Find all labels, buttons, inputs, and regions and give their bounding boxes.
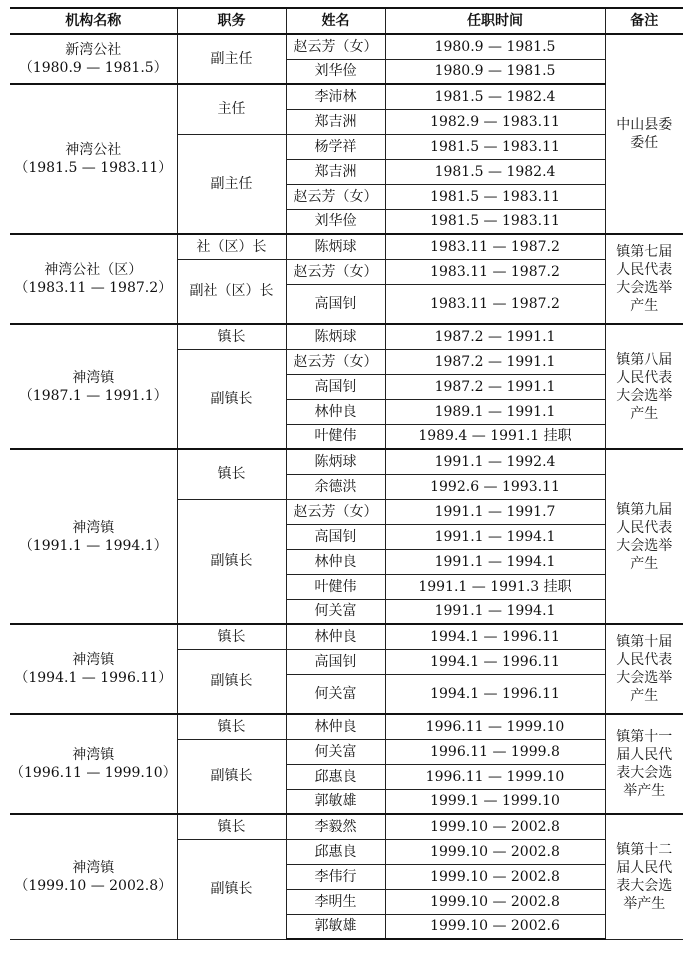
- table-row: [10, 234, 683, 259]
- name-cell: 叶健伟: [286, 424, 385, 449]
- term-cell: 1994.1 — 1996.11: [385, 624, 605, 649]
- name-cell: 陈炳球: [286, 449, 385, 474]
- name-cell: 赵云芳（女）: [286, 34, 385, 59]
- term-cell: 1983.11 — 1987.2: [385, 259, 605, 284]
- remark-cell: 镇第九届人民代表大会选举产生: [605, 449, 683, 624]
- name-cell: 刘华俭: [286, 209, 385, 234]
- term-cell: 1996.11 — 1999.10: [385, 764, 605, 789]
- term-cell: 1999.10 — 2002.8: [385, 889, 605, 914]
- org-cell: [10, 234, 177, 324]
- term-cell: 1989.4 — 1991.1 挂职: [385, 424, 605, 449]
- term-cell: 1983.11 — 1987.2: [385, 284, 605, 324]
- table-row: [10, 624, 683, 649]
- term-cell: 1999.1 — 1999.10: [385, 789, 605, 814]
- position-cell: 副主任: [177, 34, 286, 84]
- name-cell: 邱惠良: [286, 764, 385, 789]
- org-period: （1999.10 — 2002.8）: [14, 877, 173, 894]
- remark-cell: 镇第七届人民代表大会选举产生: [605, 234, 683, 324]
- remark-cell: 镇第十一届人民代表大会选举产生: [605, 714, 683, 814]
- term-cell: 1999.10 — 2002.6: [385, 914, 605, 939]
- term-cell: 1987.2 — 1991.1: [385, 374, 605, 399]
- name-cell: 李毅然: [286, 814, 385, 839]
- position-cell: 镇长: [177, 449, 286, 499]
- table-row: [10, 449, 683, 474]
- position-cell: 副社（区）长: [177, 259, 286, 324]
- term-cell: 1991.1 — 1994.1: [385, 549, 605, 574]
- org-name: 神湾镇: [72, 519, 115, 536]
- header-row: [10, 8, 683, 34]
- name-cell: 林仲良: [286, 624, 385, 649]
- name-cell: 郭敏雄: [286, 914, 385, 939]
- term-cell: 1989.1 — 1991.1: [385, 399, 605, 424]
- name-cell: 李明生: [286, 889, 385, 914]
- name-cell: 林仲良: [286, 399, 385, 424]
- name-cell: 赵云芳（女）: [286, 349, 385, 374]
- org-period: （1996.11 — 1999.10）: [10, 765, 177, 781]
- name-cell: 赵云芳（女）: [286, 259, 385, 284]
- name-cell: 杨学祥: [286, 134, 385, 159]
- position-cell: 主任: [177, 84, 286, 134]
- position-cell: 镇长: [177, 814, 286, 839]
- term-cell: 1981.5 — 1982.4: [385, 84, 605, 109]
- position-cell: 镇长: [177, 324, 286, 349]
- term-cell: 1981.5 — 1983.11: [385, 134, 605, 159]
- org-name: 神湾镇: [72, 652, 115, 668]
- org-name: 新湾公社: [65, 42, 122, 58]
- org-name: 神湾镇: [72, 747, 115, 763]
- table-row: [10, 814, 683, 839]
- name-cell: 何关富: [286, 674, 385, 714]
- position-cell: 副镇长: [177, 349, 286, 449]
- org-cell: [10, 814, 177, 939]
- position-cell: 副镇长: [177, 739, 286, 814]
- remark-cell: 镇第八届人民代表大会选举产生: [605, 324, 683, 449]
- position-cell: 副镇长: [177, 649, 286, 714]
- term-cell: 1981.5 — 1982.4: [385, 159, 605, 184]
- org-period: （1994.1 — 1996.11）: [14, 670, 173, 686]
- header-name: 姓名: [286, 8, 385, 34]
- term-cell: 1994.1 — 1996.11: [385, 674, 605, 714]
- org-period: （1991.1 — 1994.1）: [18, 537, 168, 554]
- org-period: （1987.1 — 1991.1）: [18, 387, 168, 404]
- term-cell: 1987.2 — 1991.1: [385, 349, 605, 374]
- term-cell: 1982.9 — 1983.11: [385, 109, 605, 134]
- position-cell: 镇长: [177, 714, 286, 739]
- org-name: 神湾公社（区）: [44, 262, 143, 278]
- position-cell: 镇长: [177, 624, 286, 649]
- name-cell: 叶健伟: [286, 574, 385, 599]
- name-cell: 赵云芳（女）: [286, 499, 385, 524]
- name-cell: 林仲良: [286, 549, 385, 574]
- remark-cell: 镇第十二届人民代表大会选举产生: [605, 814, 683, 939]
- officials-table-page: [10, 7, 683, 959]
- term-cell: 1980.9 — 1981.5: [385, 34, 605, 59]
- term-cell: 1992.6 — 1993.11: [385, 474, 605, 499]
- position-cell: 副镇长: [177, 839, 286, 939]
- name-cell: 李沛林: [286, 84, 385, 109]
- name-cell: 高国钊: [286, 284, 385, 324]
- header-remark: 备注: [605, 8, 683, 34]
- name-cell: 邱惠良: [286, 839, 385, 864]
- remark-cell: 镇第十届人民代表大会选举产生: [605, 624, 683, 714]
- position-cell: 社（区）长: [177, 234, 286, 259]
- org-cell: [10, 449, 177, 624]
- org-period: （1980.9 — 1981.5）: [18, 60, 168, 76]
- org-name: 神湾公社: [65, 142, 122, 158]
- term-cell: 1996.11 — 1999.10: [385, 714, 605, 739]
- name-cell: 何关富: [286, 739, 385, 764]
- header-position: 职务: [177, 8, 286, 34]
- name-cell: 何关富: [286, 599, 385, 624]
- table-row: [10, 324, 683, 349]
- org-period: （1981.5 — 1983.11）: [14, 160, 173, 176]
- term-cell: 1991.1 — 1994.1: [385, 524, 605, 549]
- term-cell: 1999.10 — 2002.8: [385, 864, 605, 889]
- org-cell: [10, 714, 177, 814]
- term-cell: 1981.5 — 1983.11: [385, 209, 605, 234]
- name-cell: 刘华俭: [286, 59, 385, 84]
- term-cell: 1996.11 — 1999.8: [385, 739, 605, 764]
- term-cell: 1999.10 — 2002.8: [385, 814, 605, 839]
- term-cell: 1981.5 — 1983.11: [385, 184, 605, 209]
- table-row: [10, 84, 683, 109]
- name-cell: 高国钊: [286, 649, 385, 674]
- name-cell: 高国钊: [286, 524, 385, 549]
- remark-cell: 中山县委委任: [605, 34, 683, 234]
- name-cell: 陈炳球: [286, 234, 385, 259]
- position-cell: 副主任: [177, 134, 286, 234]
- term-cell: 1987.2 — 1991.1: [385, 324, 605, 349]
- name-cell: 陈炳球: [286, 324, 385, 349]
- org-cell: [10, 324, 177, 449]
- term-cell: 1991.1 — 1991.3 挂职: [385, 574, 605, 599]
- name-cell: 林仲良: [286, 714, 385, 739]
- org-name: 神湾镇: [72, 369, 115, 386]
- org-cell: [10, 624, 177, 714]
- name-cell: 高国钊: [286, 374, 385, 399]
- name-cell: 赵云芳（女）: [286, 184, 385, 209]
- officials-table: [10, 7, 683, 940]
- name-cell: 郑吉洲: [286, 159, 385, 184]
- term-cell: 1991.1 — 1991.7: [385, 499, 605, 524]
- table-row: [10, 34, 683, 59]
- header-term: 任职时间: [385, 8, 605, 34]
- term-cell: 1991.1 — 1994.1: [385, 599, 605, 624]
- name-cell: 郭敏雄: [286, 789, 385, 814]
- table-row: [10, 714, 683, 739]
- term-cell: 1994.1 — 1996.11: [385, 649, 605, 674]
- term-cell: 1999.10 — 2002.8: [385, 839, 605, 864]
- term-cell: 1983.11 — 1987.2: [385, 234, 605, 259]
- term-cell: 1980.9 — 1981.5: [385, 59, 605, 84]
- name-cell: 李伟行: [286, 864, 385, 889]
- name-cell: 郑吉洲: [286, 109, 385, 134]
- term-cell: 1991.1 — 1992.4: [385, 449, 605, 474]
- org-period: （1983.11 — 1987.2）: [14, 280, 173, 296]
- org-cell: [10, 84, 177, 234]
- name-cell: 余德洪: [286, 474, 385, 499]
- header-org: 机构名称: [10, 8, 177, 34]
- org-cell: [10, 34, 177, 84]
- org-name: 神湾镇: [72, 859, 115, 876]
- position-cell: 副镇长: [177, 499, 286, 624]
